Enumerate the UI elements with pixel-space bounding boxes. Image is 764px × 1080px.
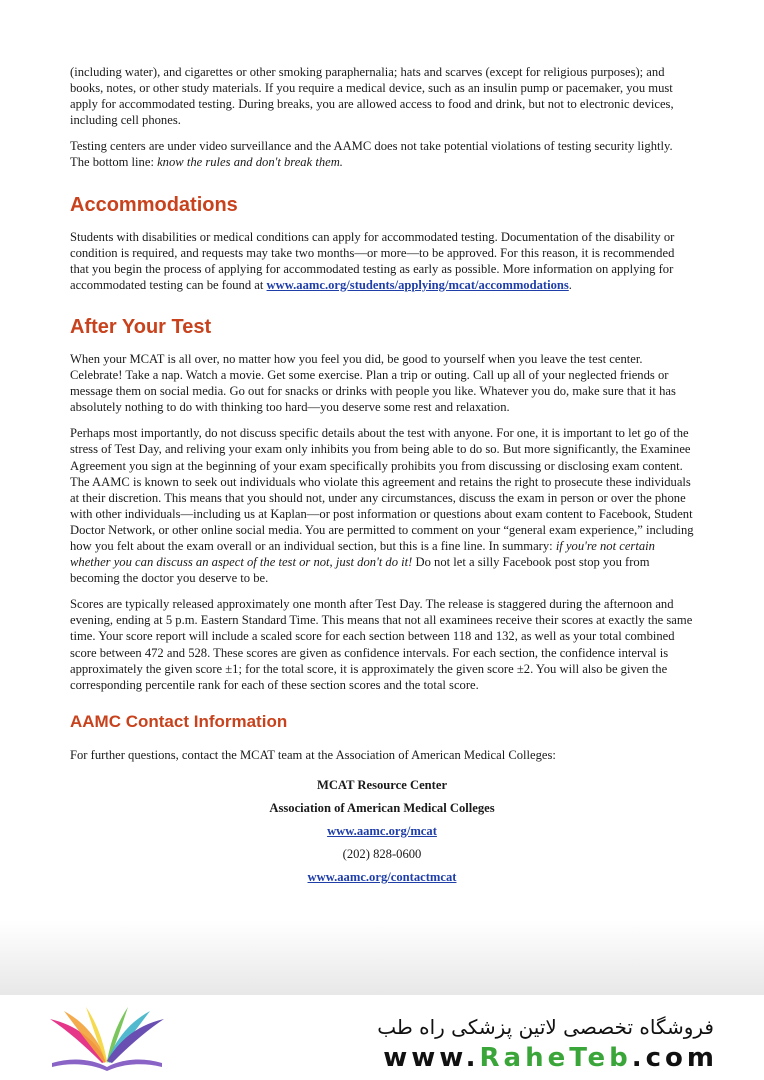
contact-heading: AAMC Contact Information [70, 711, 288, 731]
store-url-prefix: www. [383, 1043, 480, 1073]
contact-intro: For further questions, contact the MCAT team at the Association of American Medical Colleges: [70, 747, 556, 762]
after-test-paragraph-2-tail: Do not let a silly Facebook post stop you from becoming the doctor you deserve to be. [70, 555, 650, 586]
intro-paragraph-2-emphasis: know the rules and don't break them. [157, 155, 343, 170]
intro-paragraph-2 [70, 138, 694, 170]
after-test-paragraph-2 [70, 425, 694, 586]
after-test-heading: After Your Test [70, 315, 212, 338]
after-test-paragraph-3: Scores are typically released approximately one month after Test Day. The release is staggered during the afternoon and evening, ending at 5 p.m. Eastern Standard Time. This means that not all examinees receive their scores at exactly the same time. Your score report will include a scaled score for each section between 118 and 132, as well as your total combined score between 472 and 528. These scores are given as confidence intervals. For each section, the confidence interval is approximately the given score ±1; for the total score, it is approximately the given score ±2. You will also be given the corresponding percentile rank for each of these section scores and the total score. [70, 597, 693, 692]
after-test-paragraph-2-text: Perhaps most importantly, do not discuss specific details about the test with anyone. For one, it is important to let go of the stress of Test Day, and reliving your exam only inhibits you from being able to do so. But more significantly, the Examinee Agreement you sign at the beginning of your exam specifically prohibits you from discussing or disclosing exam content. The AAMC is known to seek out individuals who violate this agreement and retains the right to prosecute these individuals at their discretion. This means that you should not, under any circumstances, discuss the exam in person or over the phone with other individuals—including us at Kaplan—or post information or questions about exam content to Facebook, Student Doctor Network, or other online social media. You are permitted to comment on your “general exam experience,” including how you felt about the exam overall or an individual section, but this is a fine line. In summary: [70, 426, 694, 553]
accommodations-paragraph [70, 229, 694, 293]
accommodations-link[interactable]: www.aamc.org/students/applying/mcat/accommodations [266, 277, 569, 292]
accommodations-period: . [568, 277, 572, 292]
store-url-suffix: .com [631, 1043, 718, 1073]
contact-phone: (202) 828-0600 [342, 846, 422, 861]
store-url [383, 1043, 718, 1073]
after-test-paragraph-1: When your MCAT is all over, no matter how you feel you did, be good to yourself when you leave the test center. Celebrate! Take a nap. Watch a movie. Get some exercise. Plan a trip or outing. Call up all of your neglected friends or message them on social media. Go out for snacks or drinks with people you like. Whatever you do, make sure that it has absolutely nothing to do with thinking too hard—you deserve some rest and relaxation. [70, 351, 676, 415]
store-url-brand: RaheTeb [479, 1043, 632, 1073]
accommodations-text: Students with disabilities or medical conditions can apply for accommodated testing. Documentation of the disability or condition is required, and requests may take two months—or more—to be approved. For this reason, it is recommended that you begin the process of applying for accommodated testing as early as possible. More information on applying for accommodated testing can be found at [70, 229, 675, 292]
contact-organization: Association of American Medical Colleges [269, 800, 495, 815]
contact-mcat-contact-link[interactable]: www.aamc.org/contactmcat [307, 869, 457, 884]
accommodations-heading: Accommodations [70, 193, 238, 216]
open-book-logo-icon [42, 1005, 172, 1073]
page-shadow [0, 920, 764, 1000]
intro-paragraph-2-text: Testing centers are under video surveillance and the AAMC does not take potential violations of testing security lightly. The bottom line: [70, 139, 673, 170]
store-title: فروشگاه تخصصی لاتین پزشکی راه طب [377, 1015, 714, 1039]
after-test-paragraph-2-emphasis: if you're not certain whether you can discuss an aspect of the test or not, just don't do it! [70, 538, 655, 570]
store-footer [0, 995, 764, 1080]
contact-mcat-link[interactable]: www.aamc.org/mcat [327, 823, 437, 838]
contact-block [70, 777, 694, 885]
intro-paragraph-1: (including water), and cigarettes or other smoking paraphernalia; hats and scarves (except for religious purposes); and books, notes, or other study materials. If you require a medical device, such as an insulin pump or pacemaker, you must apply for accommodated testing. During breaks, you are allowed access to food and drink, but not to electronic devices, including cell phones. [70, 65, 674, 128]
contact-resource-center: MCAT Resource Center [316, 777, 448, 792]
